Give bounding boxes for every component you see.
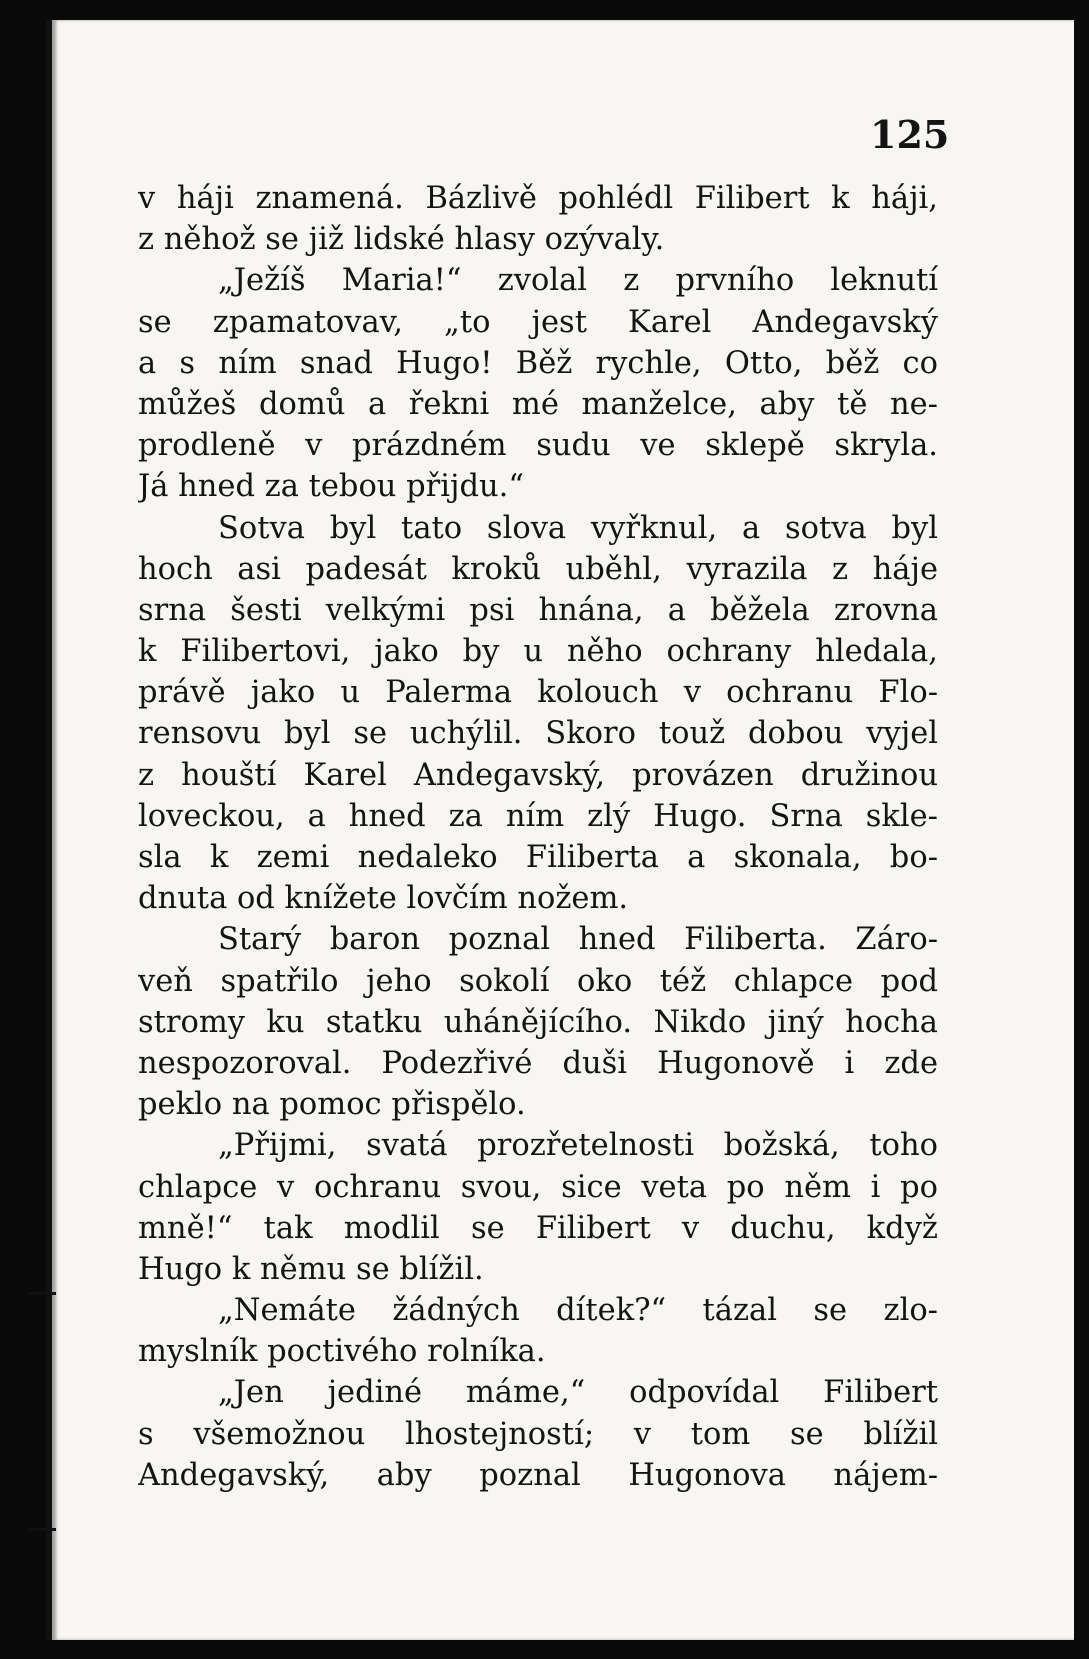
binding-edge — [46, 20, 52, 1640]
text-line: mně!“ tak modlil se Filibert v duchu, když — [138, 1210, 938, 1246]
text-line: rensovu byl se uchýlil. Skoro touž dobou vyjel — [138, 716, 938, 752]
text-line: peklo na pomoc přispělo. — [138, 1087, 526, 1123]
text-line: Hugo k němu se blížil. — [138, 1251, 484, 1287]
page-number: 125 — [870, 112, 950, 157]
text-line: srna šesti velkými psi hnána, a běžela zrovna — [138, 592, 938, 628]
text-line: v háji znamená. Bázlivě pohlédl Filibert k háji, — [138, 181, 938, 216]
text-line: „Přijmi, svatá prozřetelnosti božská, toho — [218, 1128, 938, 1164]
text-line: „Jen jediné máme,“ odpovídal Filibert — [218, 1375, 938, 1411]
text-line: Já hned za tebou přijdu.“ — [138, 469, 524, 505]
text-line: hoch asi padesát kroků uběhl, vyrazila z háje — [138, 551, 938, 587]
text-line: chlapce v ochranu svou, sice veta po něm i po — [138, 1169, 938, 1205]
text-line: můžeš domů a řekni mé manželce, aby tě ne- — [138, 386, 938, 422]
body-text — [138, 178, 938, 1496]
text-line: veň spatřilo jeho sokolí oko též chlapce pod — [138, 963, 938, 999]
margin-mark — [28, 1528, 56, 1531]
text-line: z houští Karel Andegavský, provázen družinou — [138, 757, 938, 793]
text-line: právě jako u Palerma kolouch v ochranu Flo- — [138, 675, 938, 711]
text-line: nespozoroval. Podezřivé duši Hugonově i zde — [138, 1045, 938, 1081]
text-line: Starý baron poznal hned Filiberta. Záro- — [218, 922, 938, 958]
text-line: stromy ku statku uhánějícího. Nikdo jiný hocha — [138, 1004, 938, 1040]
text-line: „Nemáte žádných dítek?“ tázal se zlo- — [218, 1293, 938, 1329]
text-line: s všemožnou lhostejností; v tom se blížil — [138, 1416, 938, 1452]
margin-mark — [28, 1292, 56, 1295]
text-line: z něhož se již lidské hlasy ozývaly. — [138, 222, 665, 258]
text-line: Sotva byl tato slova vyřknul, a sotva byl — [218, 510, 938, 546]
text-line: „Ježíš Maria!“ zvolal z prvního leknutí — [218, 263, 938, 299]
text-line: loveckou, a hned za ním zlý Hugo. Srna skle- — [138, 798, 938, 834]
text-line: myslník poctivého rolníka. — [138, 1334, 546, 1370]
text-line: a s ním snad Hugo! Běž rychle, Otto, běž co — [138, 345, 938, 381]
text-line: dnuta od knížete lovčím nožem. — [138, 881, 629, 917]
text-line: Andegavský, aby poznal Hugonova nájem- — [138, 1457, 938, 1493]
text-line: sla k zemi nedaleko Filiberta a skonala, bo- — [138, 840, 938, 875]
text-line: k Filibertovi, jako by u něho ochrany hledala, — [138, 634, 938, 670]
text-line: se zpamatovav, „to jest Karel Andegavský — [138, 304, 938, 340]
text-line: prodleně v prázdném sudu ve sklepě skryla. — [138, 428, 938, 464]
